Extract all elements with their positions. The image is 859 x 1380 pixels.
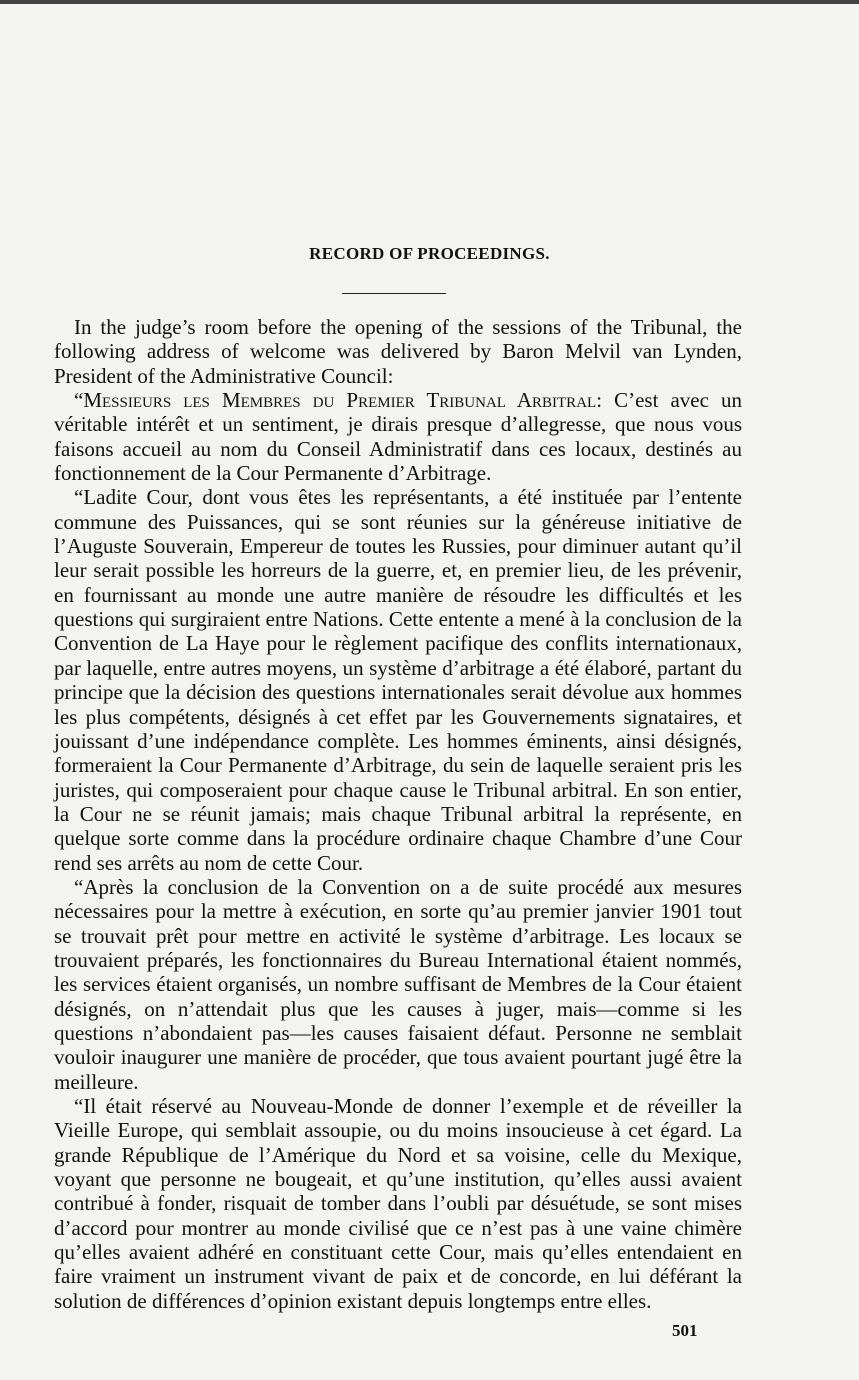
salutation-text: “Messieurs les Membres du Premier Tribunal Arbitral bbox=[74, 388, 597, 413]
document-body bbox=[54, 315, 742, 1313]
title-divider bbox=[342, 293, 446, 294]
page-title: RECORD OF PROCEEDINGS. bbox=[309, 244, 550, 263]
page-number: 501 bbox=[672, 1321, 698, 1340]
salutation-continuation: : C’est avec un véritable intérêt et un sentiment, je dirais presque d’allegresse, que nous vous faisons accueil au nom du Conseil Administratif dans ces locaux, destinés au fonctionnement de la Cour Permanente d’Arbitrage. bbox=[54, 388, 742, 486]
paragraph-convention: “Après la conclusion de la Convention on a de suite procédé aux mesures nécessaires pour la mettre à exécution, en sorte qu’au premier janvier 1901 tout se trouvait prêt pour mettre en activité le système d’arbitrage. Les locaux se trouvaient préparés, les fonctionnaires du Bureau International étaient nommés, les services étaient organisés, un nombre suffisant de Membres de la Cour étaient désignés, on n’attendait plus que les causes à juger, mais—comme si les questions n’abondaient pas—les causes faisaient défaut. Personne ne semblait vouloir inaugurer une manière de procéder, que tous avaient pourtant jugé être la meilleure. bbox=[54, 874, 742, 1094]
paragraph-court: “Ladite Cour, dont vous êtes les représentants, a été instituée par l’entente commune des Puissances, qui se sont réunies sur la généreuse initiative de l’Auguste Souverain, Empereur de toutes les Russies, pour diminuer autant qu’il leur serait possible les horreurs de la guerre, et, en premier lieu, de les prévenir, en fournissant au monde une autre manière de résoudre les difficultés et les questions qui surgiraient entre Nations. Cette entente a mené à la conclusion de la Convention de La Haye pour le règlement pacifique des conflits internationaux, par laquelle, entre autres moyens, un système d’arbitrage a été élaboré, partant du principe que la décision des questions internationales serait dévolue aux hommes les plus compétents, désignés à cet effet par les Gouvernements signataires, et jouissant d’une indépendance complète. Les hommes éminents, ainsi désignés, formeraient la Cour Permanente d’Arbitrage, du sein de laquelle seraient pris les juristes, qui composeraient pour chaque cause le Tribunal arbitral. En son entier, la Cour ne se réunit jamais; mais chaque Tribunal arbitral la représente, en quelque sorte comme dans la procédure ordinaire chaque Chambre d’une Cour rend ses arrêts au nom de cette Cour. bbox=[54, 485, 742, 875]
top-border-rule bbox=[0, 0, 859, 4]
paragraph-new-world: “Il était réservé au Nouveau-Monde de donner l’exemple et de réveiller la Vieille Europe, qui semblait assoupie, ou du moins insoucieuse à cet égard. La grande République de l’Amérique du Nord et sa voisine, celle du Mexique, voyant que personne ne bougeait, et qu’une institution, qu’elles aussi avaient contribué à fonder, risquait de tomber dans l’oubli par désuétude, se sont mises d’accord pour montrer au monde civilisé que ce n’est pas à une vaine chimère qu’elles avaient adhéré en constituant cette Cour, mais qu’elles entendaient en faire vraiment un instrument vivant de paix et de concorde, en lui déférant la solution de différences d’opinion existant depuis longtemps entre elles. bbox=[54, 1094, 742, 1313]
paragraph-salutation bbox=[54, 388, 742, 485]
paragraph-intro: In the judge’s room before the opening of the sessions of the Tribunal, the following address of welcome was delivered by Baron Melvil van Lynden, President of the Administrative Council: bbox=[54, 315, 742, 388]
